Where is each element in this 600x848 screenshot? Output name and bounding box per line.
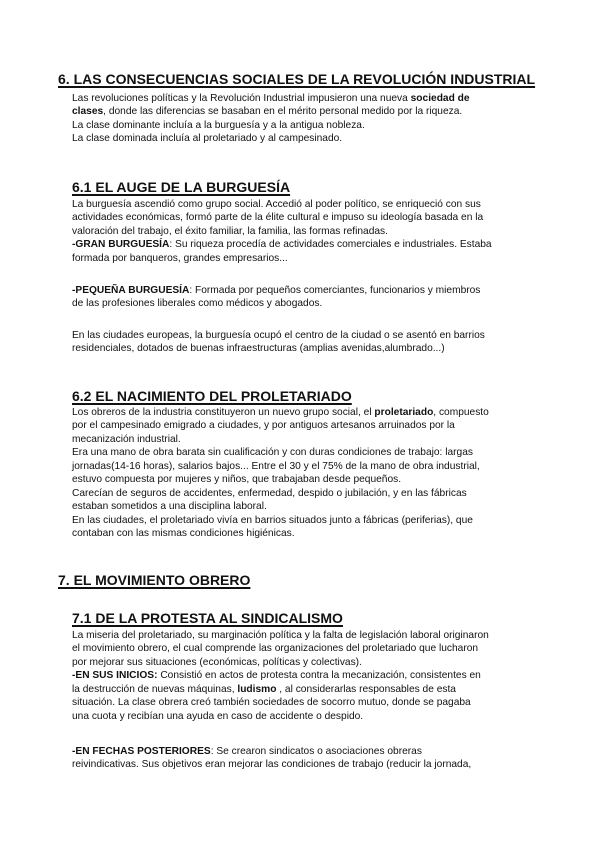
text-line — [72, 92, 527, 105]
section-7-1-posteriores — [72, 745, 527, 772]
text-line: En las ciudades, el proletariado vivía en barrios situados junto a fábricas (periferias), que — [72, 514, 473, 526]
bold-term: -PEQUEÑA BURGUESÍA — [72, 285, 190, 296]
text-line: valoración del trabajo, el éxito familiar, la familia, las formas refinadas. — [72, 225, 388, 237]
section-6-heading: 6. LAS CONSECUENCIAS SOCIALES DE LA REVOLUCIÓN INDUSTRIAL — [58, 71, 536, 87]
text-line: por el campesinado emigrado a ciudades, y por antiguos artesanos arruinados por la — [72, 420, 455, 432]
text-line: La burguesía ascendió como grupo social. Accedió al poder político, se enriqueció con sus — [72, 199, 481, 210]
bold-term: -EN FECHAS POSTERIORES — [72, 746, 211, 757]
text-line — [72, 683, 527, 696]
text-line: formada por banqueros, grandes empresarios... — [72, 252, 288, 264]
text-line: La miseria del proletariado, su marginación política y la falta de legislación laboral originaron — [72, 630, 489, 641]
text-line — [72, 745, 527, 758]
text-line: En las ciudades europeas, la burguesía ocupó el centro de la ciudad o se asentó en barrios — [72, 330, 485, 341]
text-line: Era una mano de obra barata sin cualificación y con duras condiciones de trabajo: largas — [72, 447, 473, 459]
text-line: de las profesiones liberales como médicos y abogados. — [72, 298, 323, 310]
text-line: La clase dominante incluía a la burguesía y a la antigua nobleza. — [72, 119, 365, 131]
text-line: el movimiento obrero, el cual comprende las organizaciones del proletariado que lucharon — [72, 643, 479, 655]
section-6-1-pequena — [72, 284, 527, 311]
text-line: una cuota y recibían una ayuda en caso de accidente o despido. — [72, 710, 364, 722]
section-7-1-body — [72, 629, 527, 723]
text-line: contaban con las mismas condiciones higiénicas. — [72, 528, 295, 540]
section-6-1-body — [72, 198, 527, 265]
section-6-body — [72, 92, 527, 146]
section-7-heading: 7. EL MOVIMIENTO OBRERO — [58, 572, 251, 588]
bold-term: ludismo — [237, 683, 277, 695]
text-line: reivindicativas. Sus objetivos eran mejorar las condiciones de trabajo (reducir la jornada, — [72, 759, 472, 771]
bold-term: -GRAN BURGUESÍA — [72, 239, 170, 251]
text-span: : Su riqueza procedía de actividades comerciales e industriales. Estaba — [169, 239, 492, 251]
text-line — [72, 105, 527, 118]
text-line: situación. La clase obrera creó también sociedades de socorro mutuo, donde se pagaba — [72, 697, 471, 709]
text-span: : Formada por pequeños comerciantes, funcionarios y miembros — [189, 285, 481, 296]
section-7-1-heading: 7.1 DE LA PROTESTA AL SINDICALISMO — [72, 610, 343, 626]
text-line: La clase dominada incluía al proletariado y al campesinado. — [72, 133, 343, 145]
bold-term: -EN SUS INICIOS: — [72, 670, 158, 682]
text-line — [72, 238, 527, 251]
text-span: : Se crearon sindicatos o asociaciones obreras — [210, 746, 422, 757]
text-line: estuvo compuesta por mujeres y niños, que trabajaban desde pequeños. — [72, 474, 402, 486]
bold-term: clases — [72, 106, 104, 118]
text-line: estaban sometidos a una disciplina laboral. — [72, 501, 267, 513]
bold-term: sociedad de — [410, 93, 470, 104]
text-span: Las revoluciones políticas y la Revolución Industrial impusieron una nueva — [72, 93, 411, 104]
section-6-2-heading: 6.2 EL NACIMIENTO DEL PROLETARIADO — [72, 388, 352, 404]
text-span: , compuesto — [433, 407, 489, 418]
text-line: por mejorar sus situaciones (económicas, políticas y colectivas). — [72, 656, 362, 668]
bold-term: proletariado — [374, 407, 434, 418]
section-6-1-ciudades — [72, 329, 527, 356]
text-span: la destrucción de nuevas máquinas, — [72, 683, 238, 695]
text-line: mecanización industrial. — [72, 433, 181, 445]
text-span: Los obreros de la industria constituyeron un nuevo grupo social, el — [72, 407, 375, 418]
text-line — [72, 406, 527, 419]
text-line — [72, 669, 527, 682]
text-line: jornadas(14-16 horas), salarios bajos... Entre el 30 y el 75% de la mano de obra industrial, — [72, 460, 480, 472]
text-line — [72, 284, 527, 297]
section-6-2-body — [72, 406, 527, 541]
text-line: actividades económicas, formó parte de la élite cultural e impuso su ideología basada en la — [72, 212, 484, 224]
text-span: , al considerarlas responsables de esta — [276, 683, 456, 695]
section-6-1-heading: 6.1 EL AUGE DE LA BURGUESÍA — [72, 179, 291, 195]
text-span: Consistió en actos de protesta contra la mecanización, consistentes en — [157, 670, 481, 682]
text-line: Carecían de seguros de accidentes, enfermedad, despido o jubilación, y en las fábricas — [72, 487, 467, 499]
text-span: , donde las diferencias se basaban en el mérito personal medido por la riqueza. — [103, 106, 463, 118]
text-line: residenciales, dotados de buenas infraestructuras (amplias avenidas,alumbrado...) — [72, 343, 445, 355]
